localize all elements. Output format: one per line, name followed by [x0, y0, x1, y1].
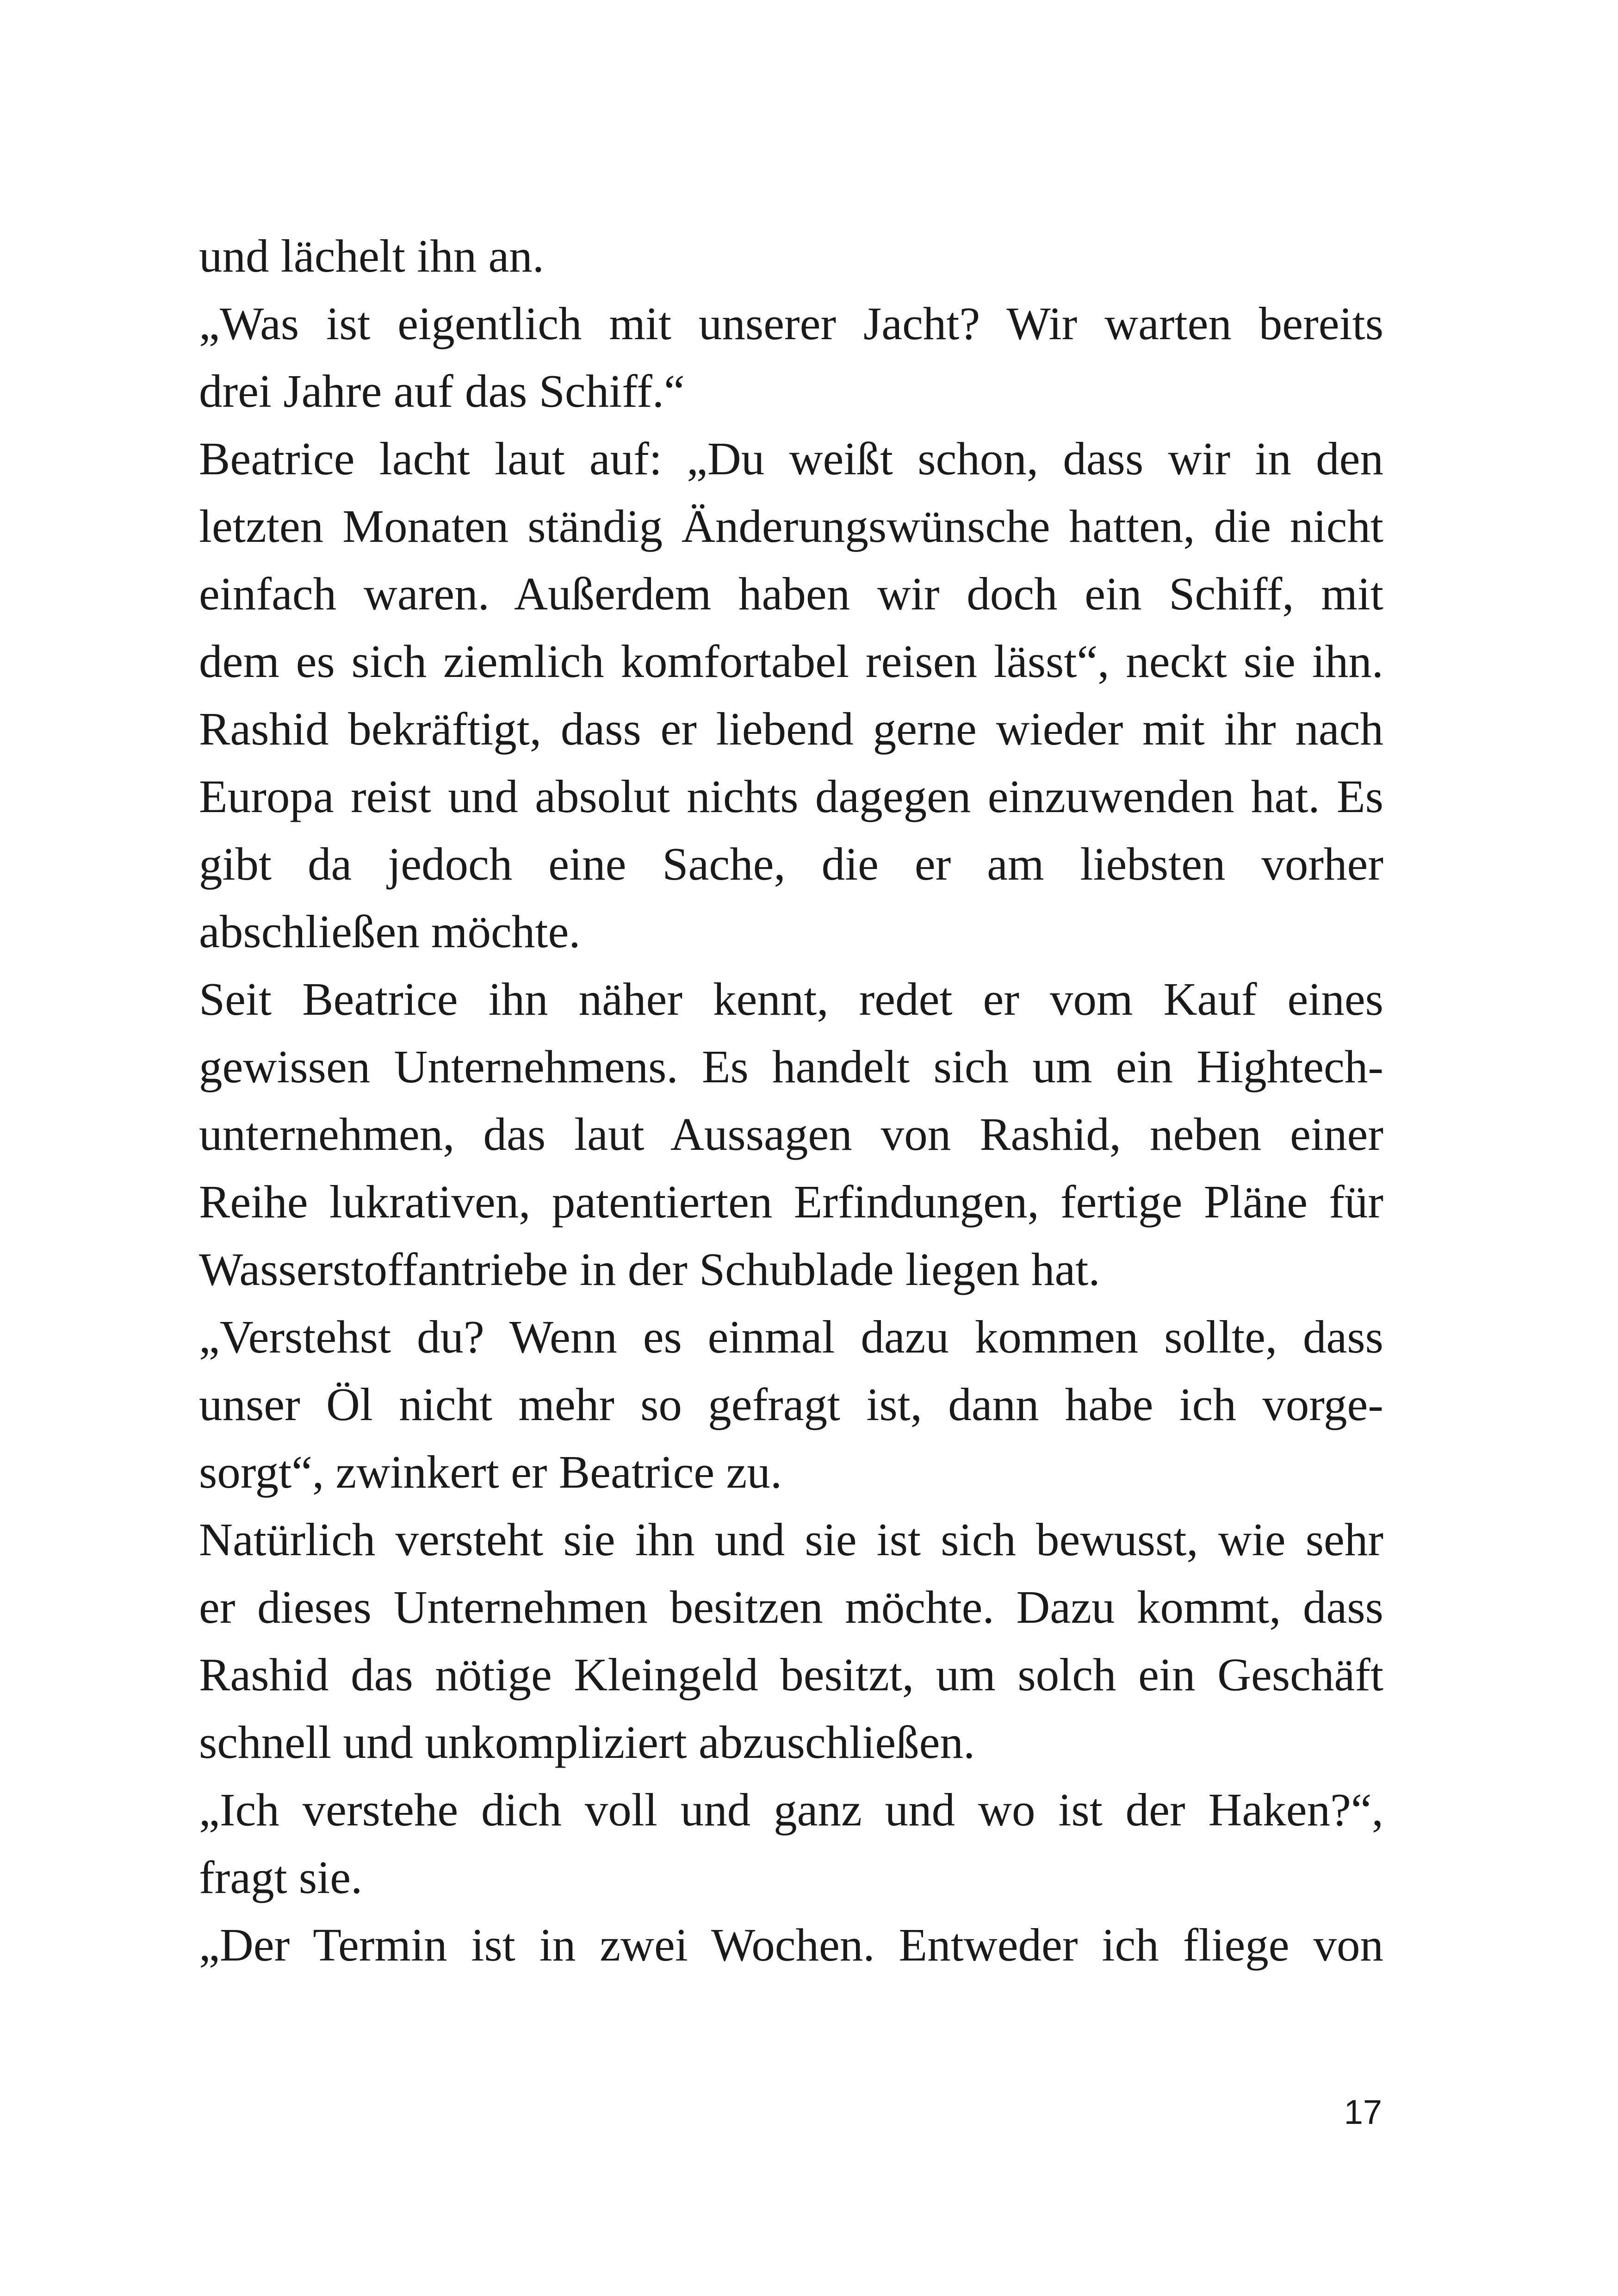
text-line: schnell und unkompliziert abzuschließen. [199, 1716, 975, 1768]
text-line: Wasserstoffantriebe in der Schublade liegen hat. [199, 1243, 1100, 1295]
text-line: Rashid bekräftigt, dass er liebend gerne wieder mit ihr nach [199, 703, 1383, 755]
text-line: sorgt“, zwinkert er Beatrice zu. [199, 1446, 782, 1498]
text-line: abschließen möchte. [199, 906, 581, 957]
text-line: und lächelt ihn an. [199, 230, 545, 282]
text-line: „Ich verstehe dich voll und ganz und wo ist der Haken?“, [199, 1784, 1383, 1836]
text-line: er dieses Unternehmen besitzen möchte. Dazu kommt, dass [199, 1581, 1383, 1633]
text-line: Europa reist und absolut nichts dagegen einzuwenden hat. Es [199, 770, 1383, 822]
text-line: unser Öl nicht mehr so gefragt ist, dann habe ich vorge- [199, 1378, 1383, 1430]
text-line: Seit Beatrice ihn näher kennt, redet er vom Kauf eines [199, 973, 1383, 1025]
body-text [199, 222, 1383, 1979]
text-line: Natürlich versteht sie ihn und sie ist sich bewusst, wie sehr [199, 1514, 1383, 1565]
text-line: Rashid das nötige Kleingeld besitzt, um solch ein Geschäft [199, 1649, 1383, 1700]
text-line: „Der Termin ist in zwei Wochen. Entweder ich fliege von [199, 1919, 1383, 1971]
text-line: Beatrice lacht laut auf: „Du weißt schon, dass wir in den [199, 433, 1383, 484]
text-line: gewissen Unternehmens. Es handelt sich um ein Hightech- [199, 1041, 1383, 1092]
text-line: „Was ist eigentlich mit unserer Jacht? Wir warten bereits [199, 298, 1383, 349]
text-line: „Verstehst du? Wenn es einmal dazu kommen sollte, dass [199, 1311, 1383, 1363]
page-number: 17 [1344, 2093, 1382, 2131]
text-line: unternehmen, das laut Aussagen von Rashid, neben einer [199, 1108, 1383, 1160]
text-line: drei Jahre auf das Schiff.“ [199, 365, 685, 417]
text-line: gibt da jedoch eine Sache, die er am liebsten vorher [199, 838, 1383, 890]
text-line: dem es sich ziemlich komfortabel reisen lässt“, neckt sie ihn. [199, 635, 1383, 687]
text-line: letzten Monaten ständig Änderungswünsche hatten, die nicht [199, 500, 1383, 552]
text-line: fragt sie. [199, 1851, 363, 1903]
text-line: einfach waren. Außerdem haben wir doch ein Schiff, mit [199, 568, 1383, 620]
text-line: Reihe lukrativen, patentierten Erfindungen, fertige Pläne für [199, 1176, 1383, 1228]
